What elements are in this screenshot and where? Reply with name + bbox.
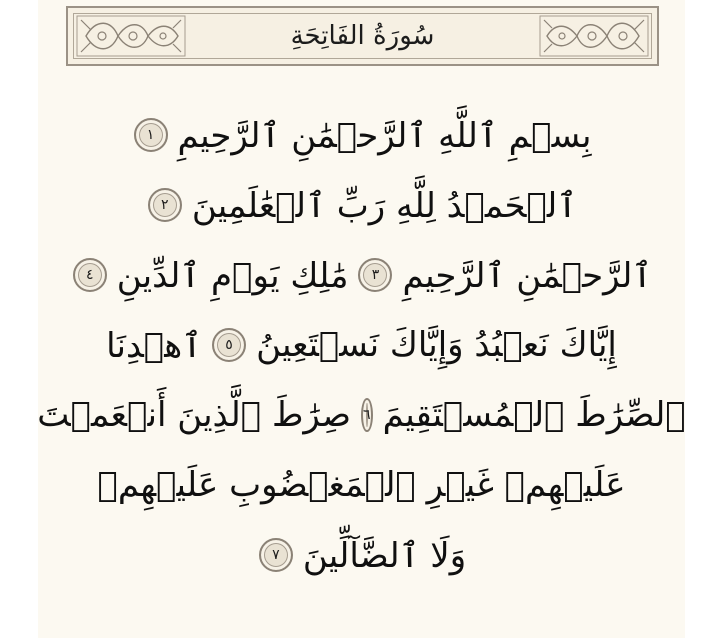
verse-line-6 — [38, 450, 685, 520]
verse-text: صِرَٰطَ ٱلَّذِينَ أَنۡعَمۡتَ — [37, 395, 352, 435]
verse-text: ٱلرَّحۡمَٰنِ ٱلرَّحِيمِ — [402, 255, 653, 296]
verse-line-5 — [38, 380, 685, 450]
verse-text: عَلَيۡهِمۡ غَيۡرِ ٱلۡمَغۡضُوبِ عَلَيۡهِمۡ — [97, 465, 626, 505]
ayah-number-marker: ٦ — [361, 398, 373, 432]
ayah-number-marker: ١ — [134, 118, 168, 152]
verse-text: وَلَا ٱلضَّآلِّينَ — [302, 535, 467, 576]
mushaf-page — [38, 0, 685, 638]
verse-text: ٱلصِّرَٰطَ ٱلۡمُسۡتَقِيمَ — [382, 395, 686, 435]
verse-text: بِسۡمِ ٱللَّهِ ٱلرَّحۡمَٰنِ ٱلرَّحِيمِ — [177, 115, 592, 156]
verse-line-3 — [38, 240, 685, 310]
ayah-number-marker: ٣ — [358, 258, 392, 292]
ayah-number-marker: ٧ — [259, 538, 293, 572]
verse-line-1 — [38, 100, 685, 170]
verse-line-4 — [38, 310, 685, 380]
verses-block — [38, 100, 685, 590]
ayah-number-marker: ٥ — [212, 328, 246, 362]
verse-line-2 — [38, 170, 685, 240]
arabesque-ornament-icon — [539, 15, 649, 57]
ayah-number-marker: ٤ — [73, 258, 107, 292]
surah-title: سُورَةُ الفَاتِحَةِ — [290, 21, 435, 51]
verse-text: مَٰلِكِ يَوۡمِ ٱلدِّينِ — [116, 255, 349, 296]
surah-header — [66, 6, 659, 66]
ayah-number-marker: ٢ — [148, 188, 182, 222]
verse-line-7 — [38, 520, 685, 590]
arabesque-ornament-icon — [76, 15, 186, 57]
verse-text: ٱهۡدِنَا — [106, 325, 203, 366]
verse-text: إِيَّاكَ نَعۡبُدُ وَإِيَّاكَ نَسۡتَعِينُ — [256, 325, 617, 365]
verse-text: ٱلۡحَمۡدُ لِلَّهِ رَبِّ ٱلۡعَٰلَمِينَ — [191, 185, 578, 226]
